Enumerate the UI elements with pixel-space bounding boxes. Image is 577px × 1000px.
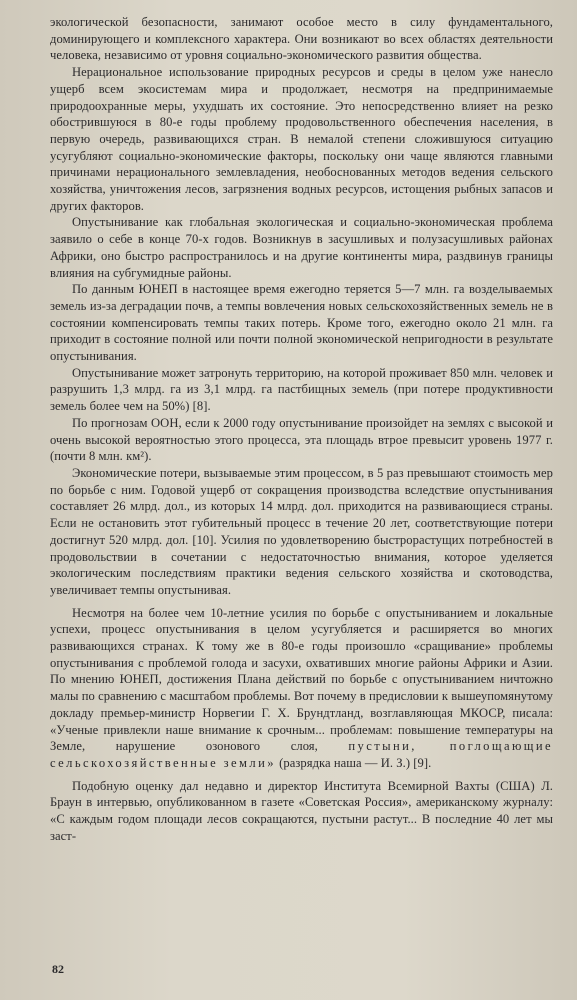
paragraph-7: Экономические потери, вызываемые этим процессом, в 5 раз превышают стоимость мер по борьбе с ним. Годовой ущерб от сокращения производства вследствие опустынивания составляет 26 млрд. дол., из которых 14 млрд. дол. приходится на развивающиеся страны. Если не остановить этот губительный процесс в течение 20 лет, соответствующие потери достигнут 520 млрд. дол. [10]. Усилия по удовлетворению быстрорастущих потребностей в продовольствии в сочетании с недостаточностью внимания, которое уделяется экологическим последствиям практики ведения сельского хозяйства и скотоводства, увеличивает темпы опустынивая.	[50, 465, 553, 597]
paragraph-6: По прогнозам ООН, если к 2000 году опустынивание произойдет на землях с высокой и очень высокой вероятностью этого процесса, эта площадь втрое превысит уровень 1977 г. (почти 8 млн. км²).	[50, 415, 553, 464]
paragraph-1: экологической безопасности, занимают особое место в силу фундаментального, доминирующего и комплексного характера. Они возникают во всех областях деятельности человека, независимо от уровня социально-экономического развития общества.	[50, 15, 553, 63]
paragraph-4: По данным ЮНЕП в настоящее время ежегодно теряется 5—7 млн. га возделываемых земель из-за деградации почв, а темпы вовлечения новых сельскохозяйственных земель не в состоянии компенсировать темпы таких потерь. Кроме того, ежегодно около 21 млн. га приходит в состояние полной или почти полной экономической непригодности в результате опустынивания.	[50, 282, 553, 364]
paragraph-8	[50, 605, 553, 772]
paragraph-8-text: Несмотря на более чем 10-летние усилия по борьбе с опустыниванием и локальные успехи, процесс опустынивания в целом усугубляется и расширяется во многих развивающихся странах. К тому же в 80-е годы произошло «сращивание» проблемы опустынивания с проблемой голода и засухи, охвативших многие районы Африки и Азии. По мнению ЮНЕП, достижения Плана действий по борьбе с опустыниванием ничтожно малы по сравнению с масштабом проблемы. Вот почему в предисловии к вышеупомянутому докладу премьер-министр Норвегии Г. Х. Брундтланд, возглавляющая МКОСР, писала: «Ученые привлекли наше внимание к срочным... проблемам: повышение температуры на Земле, нарушение озонового слоя,	[50, 605, 553, 754]
paragraph-2: Нерациональное использование природных ресурсов и среды в целом уже нанесло ущерб всем экосистемам мира и продолжает, несмотря на предпринимаемые природоохранные меры, ухудшать их состояние. Это непосредственно влияет на резко обострившуюся в 80-е годы проблему продовольственного обеспечения населения, в первую очередь, развивающихся стран. В немалой степени сложившуюся ситуацию усугубляют социально-экономические факторы, поскольку они чаще являются главными причинами нерационального землевладения, необоснованных методов ведения сельского хозяйства, уничтожения лесов, загрязнения водных ресурсов, истощения рыбных запасов и других факторов.	[50, 65, 553, 213]
paragraph-9: Подобную оценку дал недавно и директор Института Всемирной Вахты (США) Л. Браун в интервью, опубликованном в газете «Советская Россия», американскому журналу: «С каждым годом площади лесов сокращаются, пустыни растут... В последние 40 лет мы заст-	[50, 778, 553, 843]
paragraph-3: Опустынивание как глобальная экологическая и социально-экономическая проблема заявило о себе в конце 70-х годов. Возникнув в засушливых и полузасушливых районах Африки, оно быстро распространилось и на другие континенты мира, раздвинув границы влияния на субгумидные районы.	[50, 215, 553, 280]
paragraph-8-tail: (разрядка наша — И. З.) [9].	[279, 755, 432, 770]
page-number: 82	[52, 962, 64, 976]
spaced-quote: пустыни, поглощающие сельскохозяйственные земли»	[50, 739, 553, 770]
paragraph-5: Опустынивание может затронуть территорию, на которой проживает 850 млн. человек и разрушить 1,3 млрд. га из 3,1 млрд. га пастбищных земель (при потере продуктивности земель более чем на 50%) [8].	[50, 365, 553, 414]
